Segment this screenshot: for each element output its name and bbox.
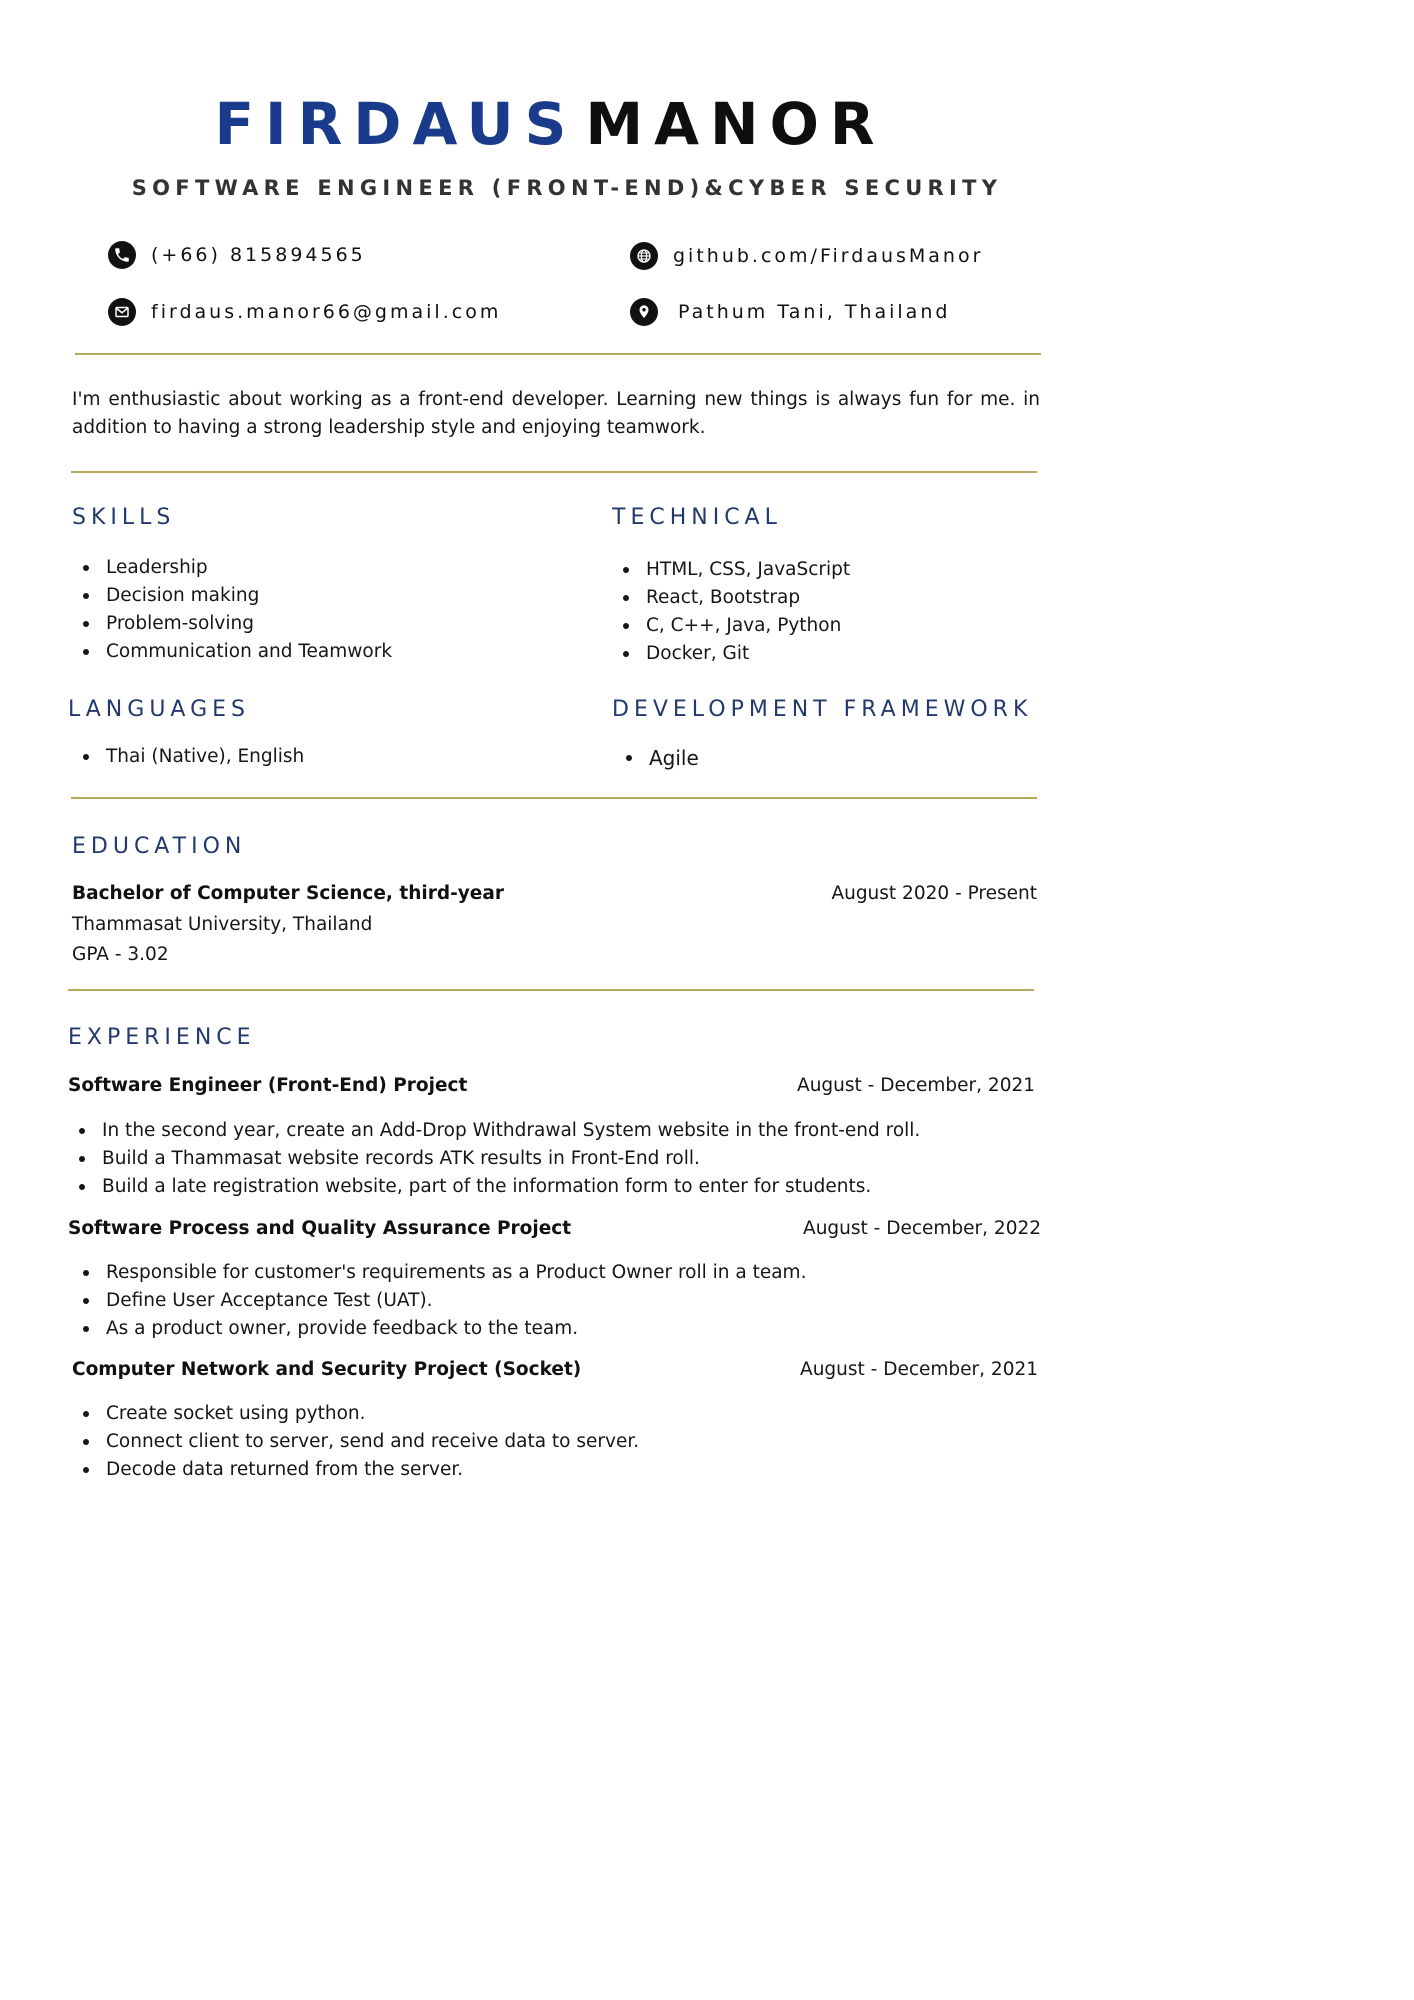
list-item: C, C++, Java, Python — [612, 612, 850, 640]
divider — [75, 353, 1041, 355]
resume-name — [0, 88, 1100, 160]
experience-date: August - December, 2022 — [803, 1218, 1041, 1239]
email-text[interactable]: firdaus.manor66@gmail.com — [151, 301, 502, 323]
framework-list — [615, 744, 699, 772]
divider — [71, 797, 1037, 799]
experience-date: August - December, 2021 — [800, 1359, 1038, 1380]
languages-heading: LANGUAGES — [68, 697, 250, 722]
list-item: Docker, Git — [612, 640, 850, 668]
technical-heading: TECHNICAL — [612, 505, 782, 530]
list-item: Responsible for customer's requirements as a Product Owner roll in a team. — [72, 1259, 806, 1287]
email-icon — [108, 298, 136, 326]
list-item: Problem-solving — [72, 610, 392, 638]
list-item: Communication and Teamwork — [72, 638, 392, 666]
list-item: Decode data returned from the server. — [72, 1456, 639, 1484]
list-item: Thai (Native), English — [72, 743, 304, 771]
experience-bullets — [72, 1400, 639, 1484]
list-item: Define User Acceptance Test (UAT). — [72, 1287, 806, 1315]
phone-icon — [108, 241, 136, 269]
list-item: Decision making — [72, 582, 392, 610]
skills-heading: SKILLS — [72, 505, 176, 530]
experience-title: Computer Network and Security Project (Socket) — [72, 1359, 582, 1380]
education-date: August 2020 - Present — [831, 883, 1037, 904]
list-item: As a product owner, provide feedback to the team. — [72, 1315, 806, 1343]
list-item: React, Bootstrap — [612, 584, 850, 612]
contact-phone — [108, 241, 366, 269]
technical-list — [612, 556, 850, 668]
degree-title: Bachelor of Computer Science, third-year — [72, 883, 504, 904]
phone-text: (+66) 815894565 — [151, 244, 366, 266]
education-heading: EDUCATION — [72, 834, 247, 859]
experience-title: Software Process and Quality Assurance Project — [68, 1218, 572, 1239]
list-item: Build a Thammasat website records ATK results in Front-End roll. — [68, 1145, 920, 1173]
globe-icon — [630, 242, 658, 270]
list-item: Create socket using python. — [72, 1400, 639, 1428]
location-text: Pathum Tani, Thailand — [678, 301, 951, 323]
job-title: SOFTWARE ENGINEER (FRONT-END)&CYBER SECURITY — [131, 176, 1003, 200]
contact-email — [108, 298, 501, 326]
location-pin-icon — [630, 298, 658, 326]
list-item: Build a late registration website, part of the information form to enter for students. — [68, 1173, 920, 1201]
framework-heading: DEVELOPMENT FRAMEWORK — [612, 697, 1033, 722]
experience-date: August - December, 2021 — [797, 1075, 1035, 1096]
experience-title: Software Engineer (Front-End) Project — [68, 1075, 468, 1096]
list-item: Agile — [615, 744, 699, 772]
list-item: Leadership — [72, 554, 392, 582]
experience-heading: EXPERIENCE — [68, 1025, 256, 1050]
list-item: In the second year, create an Add-Drop Withdrawal System website in the front-end roll. — [68, 1117, 920, 1145]
school-name: Thammasat University, Thailand — [72, 914, 373, 935]
contact-website — [630, 242, 983, 270]
languages-list — [72, 743, 304, 771]
contact-location — [630, 298, 950, 326]
experience-bullets — [68, 1117, 920, 1201]
website-text[interactable]: github.com/FirdausManor — [673, 245, 984, 267]
first-name: FIRDAUS — [214, 90, 578, 158]
summary-text: I'm enthusiastic about working as a front-end developer. Learning new things is always fun for me. in addition to having a strong leadership style and enjoying teamwork. — [72, 389, 1040, 438]
list-item: HTML, CSS, JavaScript — [612, 556, 850, 584]
experience-bullets — [72, 1259, 806, 1343]
divider — [71, 471, 1037, 473]
list-item: Connect client to server, send and receive data to server. — [72, 1428, 639, 1456]
skills-list — [72, 554, 392, 666]
gpa-text: GPA - 3.02 — [72, 944, 169, 965]
divider — [68, 989, 1034, 991]
last-name: MANOR — [585, 90, 886, 158]
